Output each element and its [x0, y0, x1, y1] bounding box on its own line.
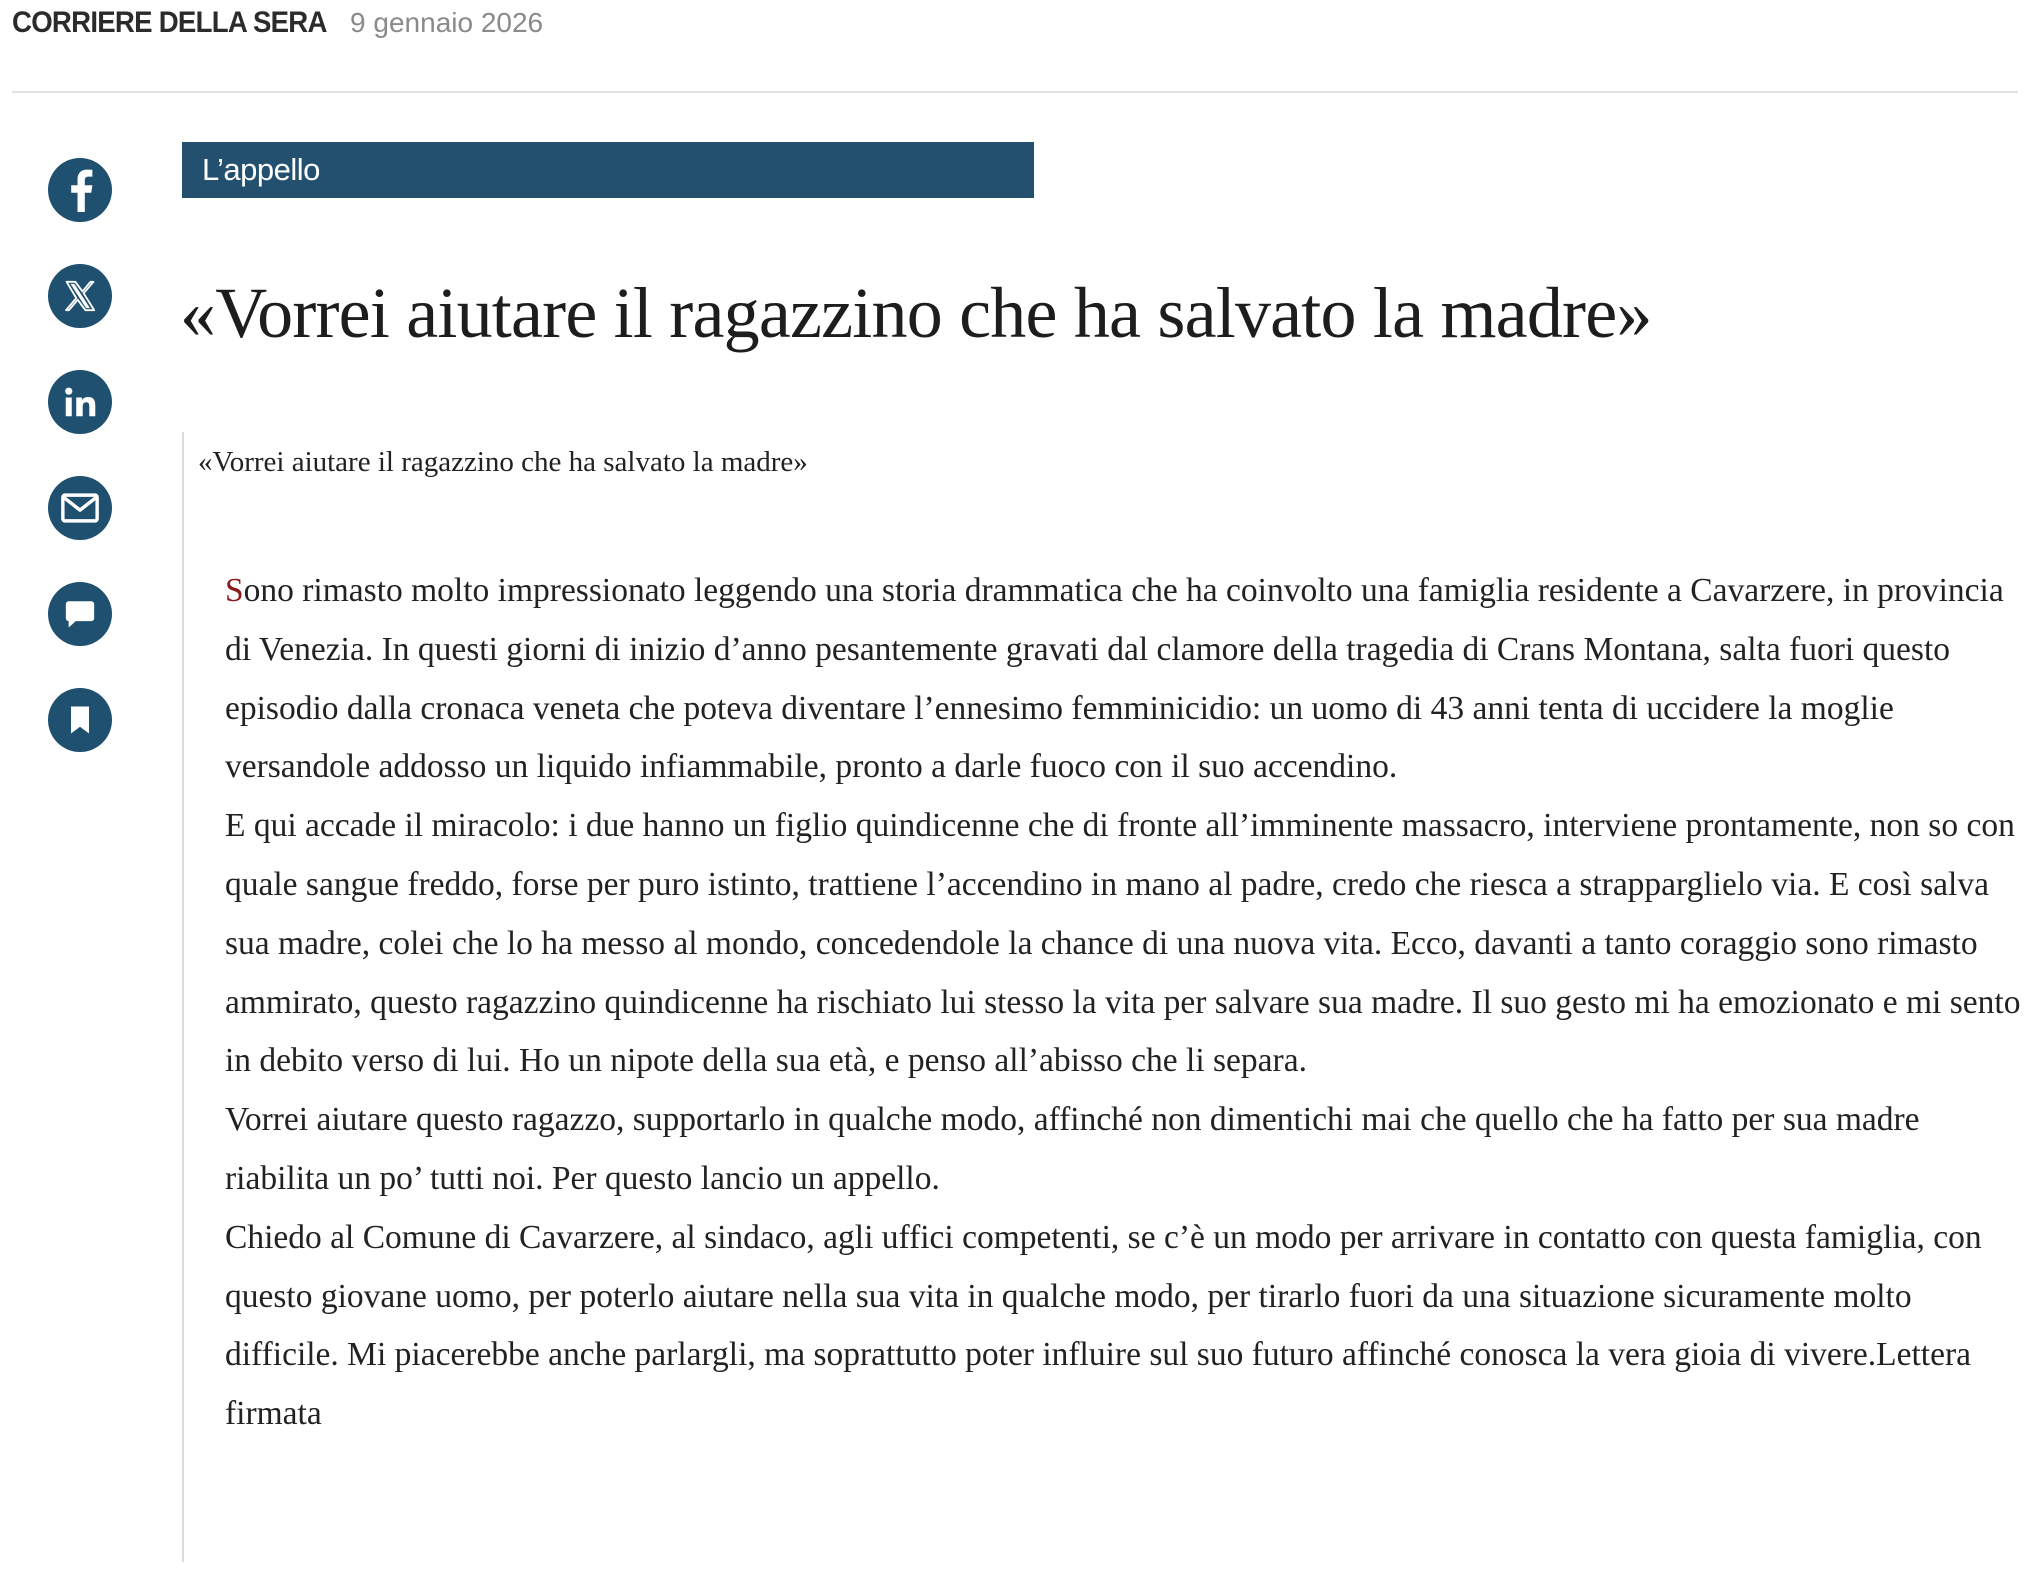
paragraph: E qui accade il miracolo: i due hanno un figlio quindicenne che di fronte all’imminente massacro, interviene prontamente, non so con quale sangue freddo, forse per puro istinto, trattiene l’accendino in mano al padre, credo che riesca a strapparglielo via. E così salva sua madre, colei che lo ha messo al mondo, concedendole la chance di una nuova vita. Ecco, davanti a tanto coraggio sono rimasto ammirato, questo ragazzino quindicenne ha rischiato lui stesso la vita per salvare sua madre. Il suo gesto mi ha emozionato e mi sento in debito verso di lui. Ho un nipote della sua età, e penso all’abisso che li separa.: [225, 807, 2021, 1080]
article-body: [182, 432, 2024, 1562]
facebook-share-button[interactable]: [48, 158, 112, 222]
header-divider: [12, 91, 2018, 93]
masthead: [12, 6, 543, 46]
paragraph-text: ono rimasto molto impressionato leggendo una storia drammatica che ha coinvolto una famiglia residente a Cavarzere, in provincia di Venezia. In questi giorni di inizio d’anno pesantemente gravati dal clamore della tragedia di Crans Montana, salta fuori questo episodio dalla cronaca veneta che poteva diventare l’ennesimo femminicidio: un uomo di 43 anni tenta di uccidere la moglie versandole addosso un liquido infiammabile, pronto a darle fuoco con il suo accendino.: [225, 572, 2004, 786]
newspaper-brand[interactable]: CORRIERE DELLA SERA: [12, 6, 327, 39]
paragraph: Vorrei aiutare questo ragazzo, supportarlo in qualche modo, affinché non dimentichi mai che quello che ha fatto per sua madre riabilita un po’ tutti noi. Per questo lancio un appello.: [225, 1101, 1920, 1197]
bookmark-button[interactable]: [48, 688, 112, 752]
comment-button[interactable]: [48, 582, 112, 646]
bookmark-icon: [68, 705, 92, 735]
article-caption: «Vorrei aiutare il ragazzino che ha salvato la madre»: [198, 446, 808, 478]
linkedin-share-button[interactable]: [48, 370, 112, 434]
article-headline: «Vorrei aiutare il ragazzino che ha salvato la madre»: [180, 273, 1652, 353]
email-icon: [60, 491, 100, 525]
email-share-button[interactable]: [48, 476, 112, 540]
linkedin-icon: [62, 384, 98, 420]
comment-icon: [63, 597, 97, 631]
facebook-icon: [63, 168, 97, 212]
x-icon: [63, 279, 97, 313]
section-kicker[interactable]: L’appello: [182, 142, 1034, 198]
x-share-button[interactable]: [48, 264, 112, 328]
paragraph: [225, 562, 2025, 797]
share-sidebar: [48, 158, 114, 794]
article-text: [225, 562, 2025, 1444]
edition-date: 9 gennaio 2026: [350, 7, 544, 38]
paragraph: Chiedo al Comune di Cavarzere, al sindaco, agli uffici competenti, se c’è un modo per arrivare in contatto con questa famiglia, con questo giovane uomo, per poterlo aiutare nella sua vita in qualche modo, per tirarlo fuori da una situazione sicuramente molto difficile. Mi piacerebbe anche parlargli, ma soprattutto poter influire sul suo futuro affinché conosca la vera gioia di vivere.Lettera firmata: [225, 1218, 1982, 1433]
dropcap-letter: S: [225, 572, 244, 609]
